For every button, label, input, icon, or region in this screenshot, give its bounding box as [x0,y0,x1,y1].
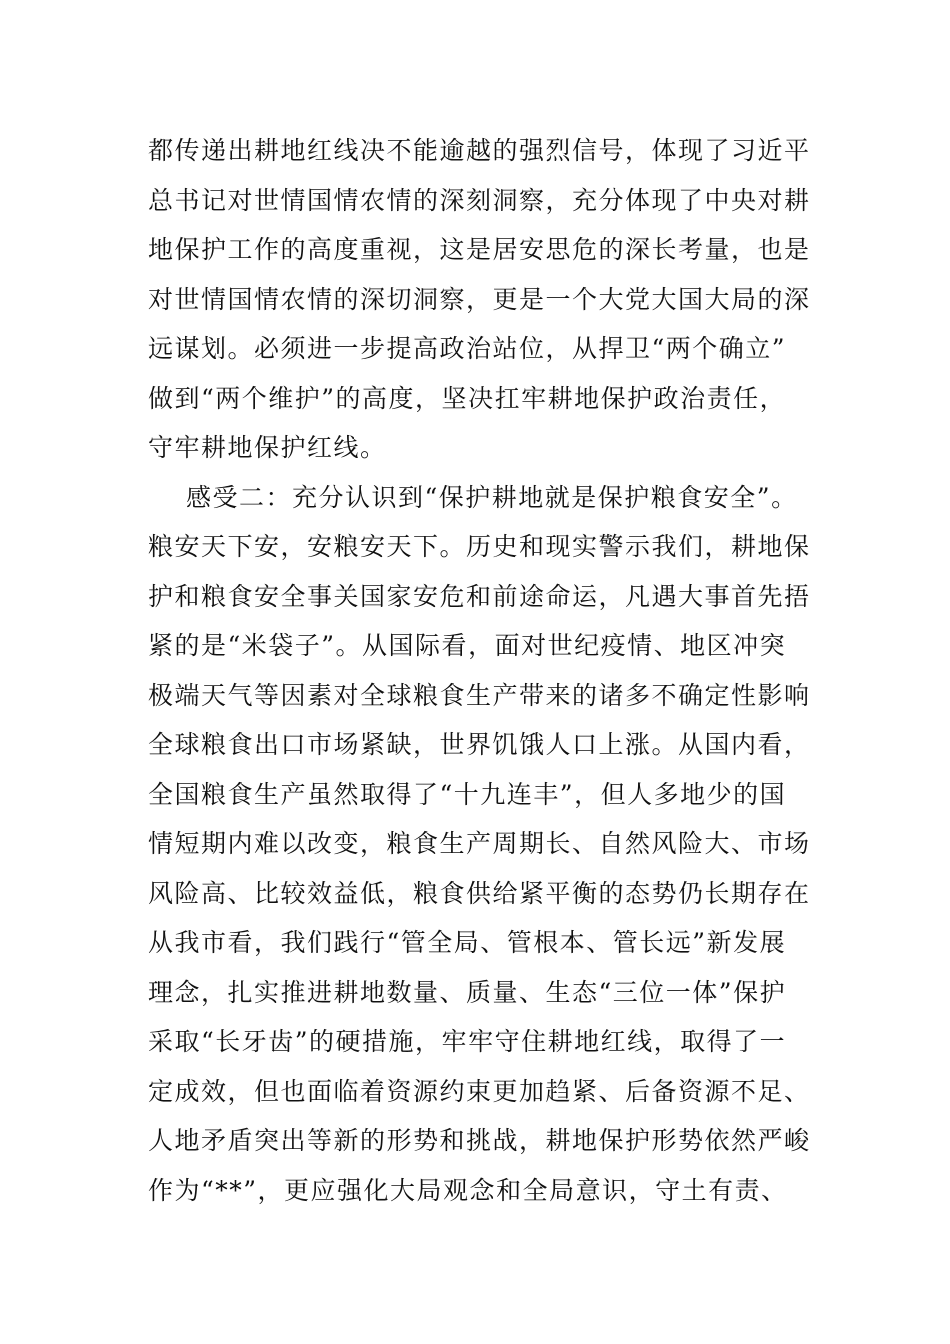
text-line: 风险高、比较效益低，粮食供给紧平衡的态势仍长期存在 [148,878,811,908]
body-text [148,126,838,1215]
text-line: 对世情国情农情的深切洞察，更是一个大党大国大局的深 [148,284,811,314]
paragraph-first-line: 感受二：充分认识到“保护耕地就是保护粮食安全”。 [186,482,798,512]
text-line: 远谋划。必须进一步提高政治站位，从捍卫“两个确立” [148,334,787,363]
text-line: 守牢耕地保护红线。 [148,433,387,462]
text-line: 紧的是“米袋子”。从国际看，面对世纪疫情、地区冲突 [148,631,787,660]
text-line: 地保护工作的高度重视，这是居安思危的深长考量，也是 [148,235,811,264]
text-line: 全球粮食出口市场紧缺，世界饥饿人口上涨。从国内看， [148,730,811,759]
text-line: 从我市看，我们践行“管全局、管根本、管长远”新发展 [148,928,787,957]
text-line: 都传递出耕地红线决不能逾越的强烈信号，体现了习近平 [148,136,811,165]
text-line: 全国粮食生产虽然取得了“十九连丰”，但人多地少的国 [148,779,787,809]
text-line: 粮安天下安，安粮安天下。历史和现实警示我们，耕地保 [148,532,811,561]
text-line: 作为“**”，更应强化大局观念和全局意识，守土有责、 [148,1175,788,1205]
text-line: 极端天气等因素对全球粮食生产带来的诸多不确定性影响 [148,680,811,710]
text-line: 人地矛盾突出等新的形势和挑战，耕地保护形势依然严峻 [148,1126,811,1155]
text-line: 理念，扎实推进耕地数量、质量、生态“三位一体”保护 [148,977,787,1007]
text-line: 定成效，但也面临着资源约束更加趋紧、后备资源不足、 [148,1076,811,1106]
text-line: 总书记对世情国情农情的深刻洞察，充分体现了中央对耕 [148,185,811,215]
text-line: 情短期内难以改变，粮食生产周期长、自然风险大、市场 [148,829,811,858]
text-line: 采取“长牙齿”的硬措施，牢牢守住耕地红线，取得了一 [148,1027,787,1056]
text-line: 护和粮食安全事关国家安危和前途命运，凡遇大事首先捂 [148,581,811,611]
text-line: 做到“两个维护”的高度，坚决扛牢耕地保护政治责任， [148,383,787,413]
